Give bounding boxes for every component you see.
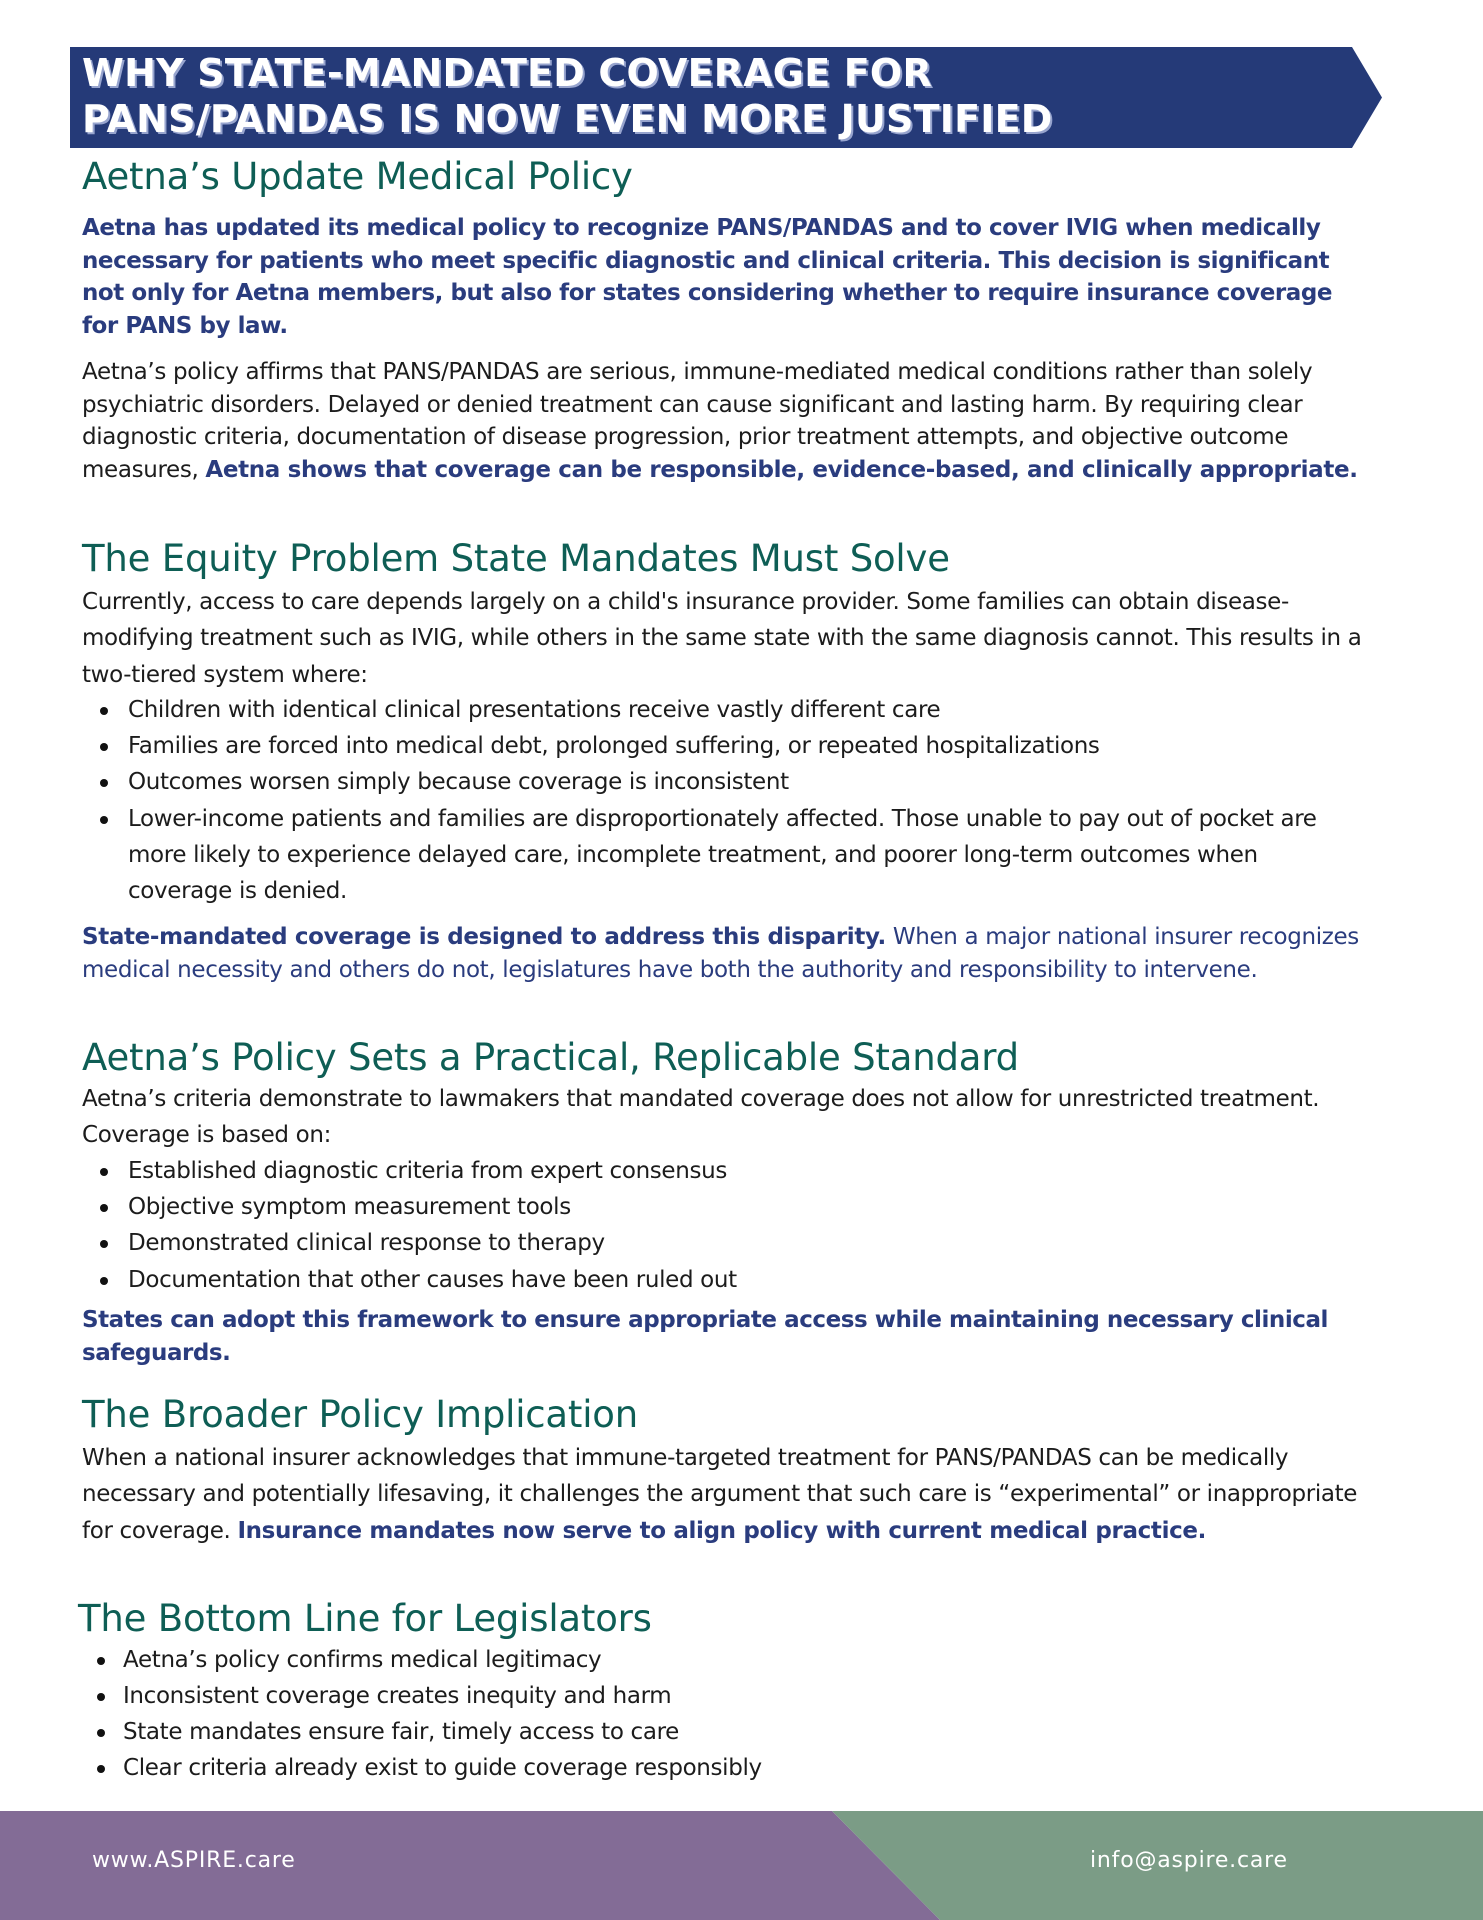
section-heading-broader-implication: The Broader Policy Implication (82, 1393, 638, 1436)
section-heading-equity-problem: The Equity Problem State Mandates Must Solve (82, 537, 950, 580)
bullet-icon (100, 743, 108, 751)
section-body-aetna-update (82, 356, 1372, 486)
list-item: Clear criteria already exist to guide coverage responsibly (78, 1750, 1378, 1786)
bullet-icon (97, 1657, 105, 1665)
list-item: Children with identical clinical presentations receive vastly different care (82, 692, 1382, 728)
body-text: When a national insurer acknowledges that immune-targeted treatment for PANS/PANDAS can be medically necessary and potentially lifesaving, it challenges the argument that such care is “experimental” or inappropriate for coverage. (82, 1445, 1358, 1544)
email-link[interactable]: info@aspire.care (1090, 1848, 1288, 1873)
list-item: Inconsistent coverage creates inequity and harm (78, 1678, 1378, 1714)
bullet-icon (97, 1765, 105, 1773)
page-title-line-2: PANS/PANDAS IS NOW EVEN MORE JUSTIFIED (82, 97, 1053, 141)
list-item: Aetna’s policy confirms medical legitimacy (78, 1642, 1378, 1678)
bullet-icon (100, 1204, 108, 1212)
section-heading-bottom-line: The Bottom Line for Legislators (78, 1597, 652, 1640)
list-item: Demonstrated clinical response to therapy (82, 1225, 1382, 1261)
list-item: Families are forced into medical debt, prolonged suffering, or repeated hospitalizations (82, 728, 1382, 764)
replicable-standard-list (82, 1153, 1382, 1298)
body-emphasis: Insurance mandates now serve to align policy with current medical practice. (237, 1517, 1207, 1544)
section-heading-aetna-update: Aetna’s Update Medical Policy (82, 155, 633, 198)
bullet-icon (100, 816, 108, 824)
bullet-icon (100, 1277, 108, 1285)
section-intro-replicable-standard: Aetna’s criteria demonstrate to lawmakers that mandated coverage does not allow for unrestricted treatment. Coverage is based on: (82, 1086, 1320, 1149)
list-item: Lower-income patients and families are disproportionately affected. Those unable to pay out of pocket are more likely to experience delayed care, incomplete treatment, and poorer long-term outcomes when coverage is denied. (82, 801, 1382, 910)
list-item: Established diagnostic criteria from expert consensus (82, 1153, 1382, 1189)
footer (0, 1811, 1483, 1920)
page-title-line-1: WHY STATE-MANDATED COVERAGE FOR (82, 51, 932, 95)
section-closing-equity-problem (82, 921, 1372, 986)
list-item: Objective symptom measurement tools (82, 1189, 1382, 1225)
bullet-icon (100, 1240, 108, 1248)
page-title (82, 50, 1342, 142)
body-emphasis: Aetna shows that coverage can be responsible, evidence-based, and clinically appropriate. (205, 456, 1358, 483)
bullet-icon (97, 1729, 105, 1737)
section-closing-replicable-standard: States can adopt this framework to ensure appropriate access while maintaining necessary clinical safeguards. (82, 1307, 1328, 1366)
closing-text: When a major national insurer recognizes medical necessity and others do not, legislatures have both the authority and responsibility to intervene. (82, 924, 1359, 983)
section-heading-replicable-standard: Aetna’s Policy Sets a Practical, Replicable Standard (82, 1036, 1019, 1079)
bullet-icon (100, 1168, 108, 1176)
bullet-icon (100, 779, 108, 787)
list-item: State mandates ensure fair, timely access to care (78, 1714, 1378, 1750)
body-text: Aetna’s policy affirms that PANS/PANDAS are serious, immune-mediated medical conditions rather than solely psychiatric disorders. Delayed or denied treatment can cause significant and lasting harm. By requiring clear diagnostic criteria, documentation of disease progression, prior treatment attempts, and objective outcome measures, (82, 359, 1313, 483)
website-link[interactable]: www.ASPIRE.care (92, 1848, 296, 1873)
closing-emphasis: State-mandated coverage is designed to address this disparity. (82, 924, 886, 950)
bullet-icon (97, 1693, 105, 1701)
bottom-line-list (78, 1642, 1378, 1786)
section-lead-aetna-update: Aetna has updated its medical policy to recognize PANS/PANDAS and to cover IVIG when medically necessary for patients who meet specific diagnostic and clinical criteria. This decision is significant not only for Aetna members, but also for states considering whether to require insurance coverage for PANS by law. (82, 215, 1333, 339)
list-item: Documentation that other causes have been ruled out (82, 1262, 1382, 1298)
equity-problem-list (82, 692, 1382, 909)
bullet-icon (100, 707, 108, 715)
section-body-broader-implication (82, 1440, 1372, 1549)
section-intro-equity-problem: Currently, access to care depends largely on a child's insurance provider. Some families can obtain disease-modifying treatment such as IVIG, while others in the same state with the same diagnosis cannot. This results in a two-tiered system where: (82, 589, 1362, 688)
list-item: Outcomes worsen simply because coverage is inconsistent (82, 764, 1382, 800)
